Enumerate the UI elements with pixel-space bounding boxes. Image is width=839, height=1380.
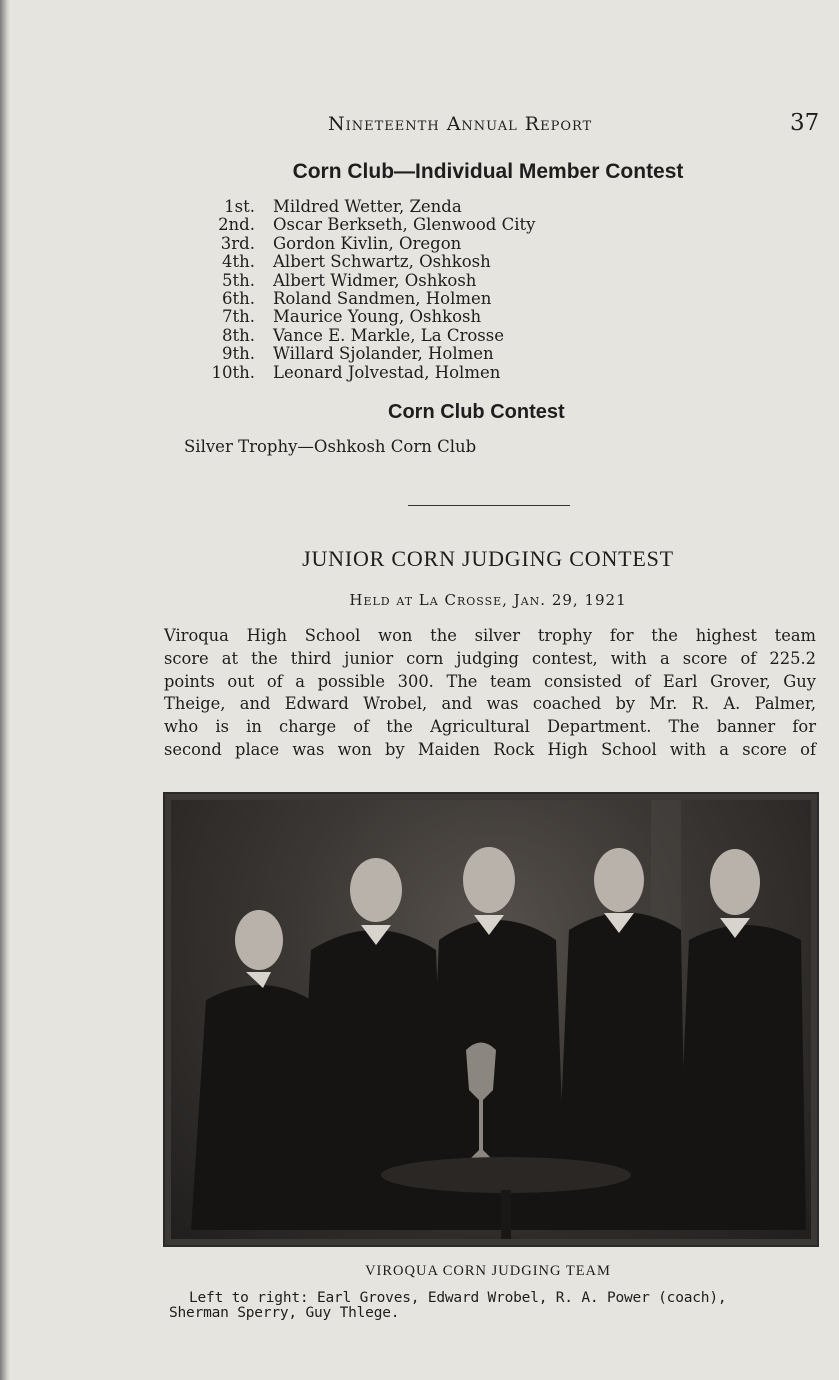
caption-line: Sherman Sperry, Guy Thlege.: [169, 1305, 400, 1321]
rank-label: 3rd.: [220, 233, 255, 253]
list-item: [205, 272, 535, 290]
member-name: Roland Sandmen, Holmen: [273, 289, 492, 309]
club-contest-title: Corn Club Contest: [388, 401, 565, 423]
photo-background: [171, 800, 811, 1239]
junior-contest-title: JUNIOR CORN JUDGING CONTEST: [302, 546, 674, 571]
list-item: [205, 290, 535, 308]
list-item: [205, 216, 535, 234]
list-item: [205, 253, 535, 271]
rank-label: 7th.: [222, 307, 255, 327]
rank-label: 5th.: [222, 270, 255, 290]
paragraph-line: second place was won by Maiden Rock High School with a score of: [164, 739, 816, 759]
member-name: Leonard Jolvestad, Holmen: [273, 362, 501, 382]
photo-caption: VIROQUA CORN JUDGING TEAM: [365, 1263, 611, 1279]
member-name: Albert Schwartz, Oshkosh: [273, 252, 491, 272]
list-item: [205, 345, 535, 363]
team-photo-figures: [171, 800, 811, 1239]
photo-caption-names: [169, 1291, 819, 1321]
member-name: Willard Sjolander, Holmen: [273, 344, 494, 364]
rank-label: 6th.: [222, 289, 255, 309]
individual-results-list: [205, 198, 535, 382]
member-name: Albert Widmer, Oshkosh: [273, 270, 477, 290]
individual-contest-title: Corn Club—Individual Member Contest: [292, 160, 684, 183]
rank-label: 4th.: [222, 252, 255, 272]
team-photo: [163, 792, 819, 1247]
list-item: [205, 198, 535, 216]
rank-label: 2nd.: [218, 215, 255, 235]
list-item: [205, 364, 535, 382]
list-item: [205, 235, 535, 253]
rank-label: 8th.: [222, 325, 255, 345]
page-header: [0, 110, 839, 140]
junior-contest-paragraph: [164, 625, 816, 762]
section-divider: [408, 505, 570, 506]
paragraph-line: Theige, and Edward Wrobel, and was coached by Mr. R. A. Palmer,: [164, 694, 816, 714]
paragraph-line: score at the third junior corn judging contest, with a score of 225.2: [164, 648, 816, 668]
member-name: Mildred Wetter, Zenda: [273, 197, 462, 216]
member-name: Maurice Young, Oshkosh: [273, 307, 482, 327]
list-item: [205, 308, 535, 326]
caption-line: Left to right: Earl Groves, Edward Wrobel, R. A. Power (coach),: [189, 1290, 727, 1306]
paragraph-line: points out of a possible 300. The team consisted of Earl Grover, Guy: [164, 671, 816, 691]
rank-label: 9th.: [222, 344, 255, 364]
member-name: Vance E. Markle, La Crosse: [273, 325, 504, 345]
page-edge: [0, 0, 10, 1380]
paragraph-line: who is in charge of the Agricultural Department. The banner for: [164, 717, 816, 737]
rank-label: 1st.: [224, 197, 255, 216]
rank-label: 10th.: [211, 362, 255, 382]
page-number: 37: [790, 110, 820, 136]
junior-contest-held: Held at La Crosse, Jan. 29, 1921: [349, 591, 627, 609]
running-head: Nineteenth Annual Report: [328, 113, 593, 135]
list-item: [205, 327, 535, 345]
club-contest-result: Silver Trophy—Oshkosh Corn Club: [184, 437, 477, 456]
member-name: Gordon Kivlin, Oregon: [273, 233, 462, 253]
paragraph-line: Viroqua High School won the silver trophy for the highest team: [164, 626, 816, 645]
member-name: Oscar Berkseth, Glenwood City: [273, 215, 536, 235]
